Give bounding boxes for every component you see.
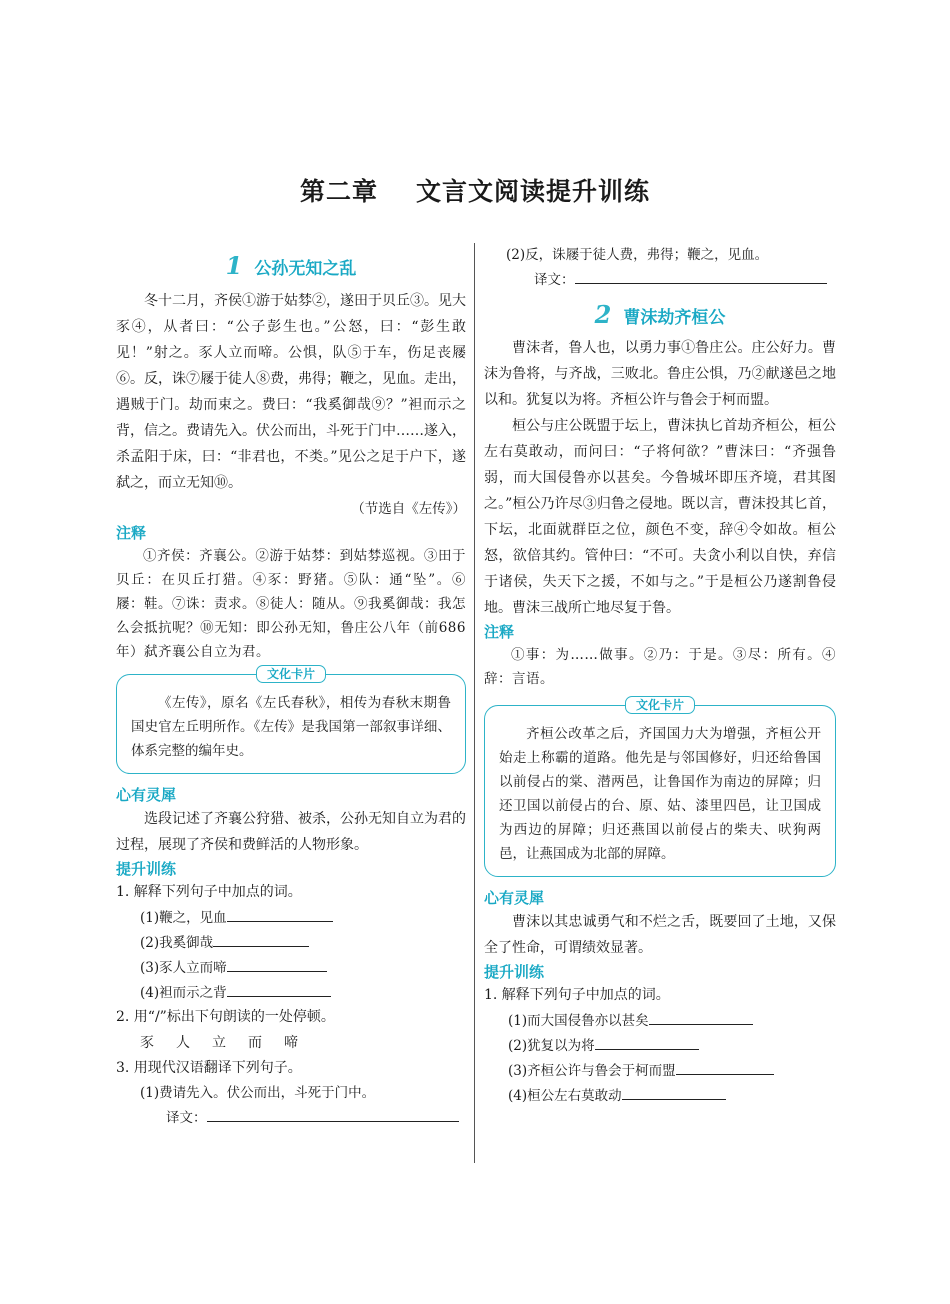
right-column [484, 243, 836, 1108]
notes-text: ①事：为……做事。②乃：于是。③尽：所有。④辞：言语。 [484, 647, 836, 687]
translation-row [116, 1105, 466, 1130]
culture-card [484, 698, 836, 877]
section-number: 2 [594, 300, 612, 329]
passage-1: 冬十二月，齐侯①游于姑棼②，遂田于贝丘③。见大豕④，从者曰：“公子彭生也。”公怒，曰：“彭生敢见！”射之。豕人立而啼。公惧，队⑤于车，伤足丧屦⑥。反，诛⑦屦于徒人⑧费，弗得；鞭之，见血。走出，遇贼于门。劫而束之。费曰：“我奚御哉⑨？”袒而示之背，信之。费请先入。伏公而出，斗死于门中……遂入，杀孟阳于床，曰：“非君也，不类。”见公之足于户下，遂弑之，而立无知⑩。 [116, 293, 466, 491]
q1-item-3 [116, 955, 466, 980]
page-title: 第二章 文言文阅读提升训练 [299, 177, 651, 206]
q1-item-text: (2)犹复以为将 [508, 1038, 595, 1054]
section-2-title [484, 300, 836, 329]
left-column [116, 243, 466, 1130]
translation-label: 译文： [534, 272, 575, 288]
culture-card-tag: 文化卡片 [256, 665, 326, 683]
pause-sentence[interactable]: 豕人立而啼 [140, 1035, 320, 1051]
translation-label: 译文： [166, 1110, 207, 1126]
notes-heading: 注释 [484, 623, 515, 641]
answer-blank[interactable] [213, 930, 309, 947]
answer-blank[interactable] [227, 955, 327, 972]
answer-blank[interactable] [227, 905, 333, 922]
notes-text: ①齐侯：齐襄公。②游于姑棼：到姑棼巡视。③田于贝丘：在贝丘打猎。④豕：野猪。⑤队：通“坠”。⑥屦：鞋。⑦诛：责求。⑧徒人：随从。⑨我奚御哉：我怎么会抵抗呢？⑩无知：即公孙无知，鲁庄公八年（前686年）弑齐襄公自立为君。 [116, 548, 466, 660]
insight-heading: 心有灵犀 [484, 889, 545, 907]
q3-item-1: (1)费请先入。伏公而出，斗死于门中。 [140, 1085, 376, 1101]
q1-item-1 [484, 1008, 836, 1033]
question-1: 1. 解释下列句子中加点的词。 [116, 884, 302, 900]
q1-item-text: (3)豕人立而啼 [140, 960, 227, 976]
passage-2-para-2: 桓公与庄公既盟于坛上，曹沫执匕首劫齐桓公，桓公左右莫敢动，而问曰：“子将何欲？”曹沫曰：“齐强鲁弱，而大国侵鲁亦以甚矣。今鲁城坏即压齐境，君其图之。”桓公乃许尽③归鲁之侵地。既以言，曹沫投其匕首，下坛，北面就群臣之位，颜色不变，辞④令如故。桓公怒，欲倍其约。管仲曰：“不可。夫贪小利以自快，弃信于诸侯，失天下之援，不如与之。”于是桓公乃遂割鲁侵地。曹沫三战所亡地尽复于鲁。 [484, 418, 836, 616]
insight-text: 曹沫以其忠诚勇气和不烂之舌，既要回了土地，又保全了性命，可谓绩效显著。 [484, 914, 836, 956]
answer-blank[interactable] [649, 1008, 753, 1025]
translation-blank[interactable] [207, 1105, 459, 1122]
q3-item-2: (2)反，诛屦于徒人费，弗得；鞭之，见血。 [506, 247, 769, 263]
culture-card-tag: 文化卡片 [625, 696, 695, 714]
section-name: 公孙无知之乱 [254, 259, 357, 279]
notes-heading: 注释 [116, 524, 147, 542]
culture-card-text: 《左传》，原名《左氏春秋》，相传为春秋末期鲁国史官左丘明所作。《左传》是我国第一部叙事详细、体系完整的编年史。 [131, 695, 451, 759]
q1-item-2 [484, 1033, 836, 1058]
q1-item-3 [484, 1058, 836, 1083]
answer-blank[interactable] [595, 1033, 699, 1050]
q1-item-text: (1)而大国侵鲁亦以甚矣 [508, 1013, 649, 1029]
q1-item-text: (4)袒而示之背 [140, 985, 227, 1001]
q1-item-text: (2)我奚御哉 [140, 935, 214, 951]
translation-blank[interactable] [575, 267, 827, 284]
q1-item-text: (3)齐桓公许与鲁会于柯而盟 [508, 1063, 676, 1079]
question-2: 2. 用“/”标出下句朗读的一处停顿。 [116, 1009, 335, 1025]
translation-row [484, 267, 836, 292]
section-name: 曹沫劫齐桓公 [623, 308, 726, 328]
source-note: （节选自《左传》） [351, 501, 466, 517]
culture-card-text: 齐桓公改革之后，齐国国力大为增强，齐桓公开始走上称霸的道路。他先是与邻国修好，归还给鲁国以前侵占的棠、潜两邑，让鲁国作为南边的屏障；归还卫国以前侵占的台、原、姑、漆里四邑，让卫国成为西边的屏障；归还燕国以前侵占的柴夫、吠狗两邑，让燕国成为北部的屏障。 [499, 726, 821, 862]
training-heading: 提升训练 [116, 860, 177, 878]
answer-blank[interactable] [676, 1058, 774, 1075]
q1-item-text: (4)桓公左右莫敢动 [508, 1088, 622, 1104]
q1-item-1 [116, 905, 466, 930]
answer-blank[interactable] [622, 1083, 726, 1100]
insight-text: 选段记述了齐襄公狩猎、被杀，公孙无知自立为君的过程，展现了齐侯和费鲜活的人物形象。 [116, 811, 466, 853]
q1-item-text: (1)鞭之，见血 [140, 910, 227, 926]
section-1-title [116, 251, 466, 280]
q1-item-2 [116, 930, 466, 955]
question-1: 1. 解释下列句子中加点的词。 [484, 987, 670, 1003]
answer-blank[interactable] [227, 980, 331, 997]
column-divider [474, 243, 475, 1163]
culture-card [116, 667, 466, 774]
q1-item-4 [116, 980, 466, 1005]
q1-item-4 [484, 1083, 836, 1108]
question-3: 3. 用现代汉语翻译下列句子。 [116, 1060, 302, 1076]
insight-heading: 心有灵犀 [116, 786, 177, 804]
section-number: 1 [225, 251, 243, 280]
passage-2-para-1: 曹沫者，鲁人也，以勇力事①鲁庄公。庄公好力。曹沫为鲁将，与齐战，三败北。鲁庄公惧，乃②献遂邑之地以和。犹复以为将。齐桓公许与鲁会于柯而盟。 [484, 340, 836, 408]
training-heading: 提升训练 [484, 963, 545, 981]
